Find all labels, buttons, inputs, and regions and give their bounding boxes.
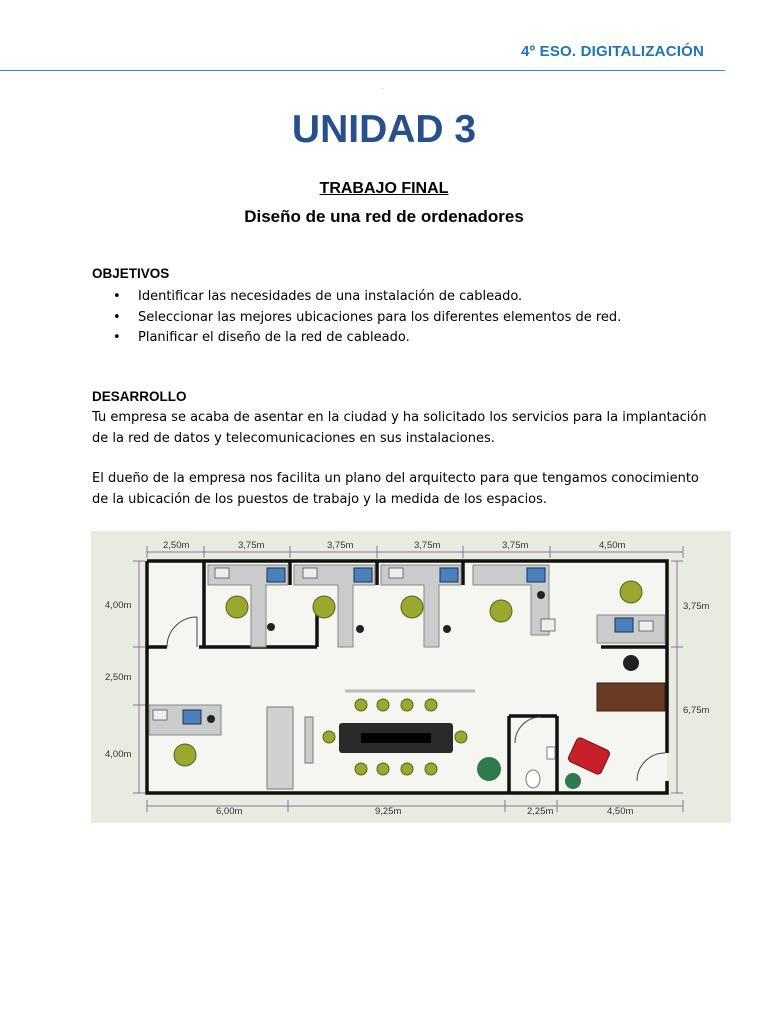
storage-cabinet — [267, 707, 293, 789]
objective-item — [92, 287, 621, 308]
development-heading: DESARROLLO — [92, 389, 187, 404]
dim-top-label: 3,75m — [414, 540, 441, 551]
header-course-label: 4º ESO. DIGITALIZACIÓN — [521, 43, 704, 60]
dim-top-label: 3,75m — [238, 540, 265, 551]
unit-title: UNIDAD 3 — [291, 108, 477, 151]
dim-left-label: 4,00m — [105, 749, 132, 760]
toilet-icon — [526, 770, 540, 788]
header-divider — [0, 70, 725, 71]
dim-right-label: 3,75m — [683, 601, 710, 612]
projector-screen — [305, 717, 313, 763]
development-paragraph-1: Tu empresa se acaba de asentar en la ciudad y ha solicitado los servicios para la implantación de la red de datos y telecomunicaciones en sus instalaciones. — [92, 410, 707, 446]
dim-bottom-label: 9,25m — [375, 806, 402, 817]
work-subtitle: Diseño de una red de ordenadores — [244, 207, 524, 226]
dim-bottom-label: 2,25m — [527, 806, 554, 817]
dim-right-label: 6,75m — [683, 705, 710, 716]
dim-bottom-label: 4,50m — [607, 806, 634, 817]
dim-left-label: 4,00m — [105, 600, 132, 611]
objective-text: Planificar el diseño de la red de cableado. — [138, 330, 410, 345]
objective-item — [92, 308, 621, 329]
bullet-icon: • — [113, 289, 121, 304]
decorative-dot: . — [382, 84, 384, 91]
development-paragraph-2: El dueño de la empresa nos facilita un plano del arquitecto para que tengamos conocimiento de la ubicación de los puestos de trabajo y la medida de los espacios. — [92, 471, 699, 507]
dim-top-label: 4,50m — [599, 540, 626, 551]
objectives-heading: OBJETIVOS — [92, 266, 170, 281]
dim-left-label: 2,50m — [105, 672, 132, 683]
dim-bottom-label: 6,00m — [216, 806, 243, 817]
objective-text: Identificar las necesidades de una instalación de cableado. — [138, 289, 523, 304]
bullet-icon: • — [113, 309, 121, 325]
dim-top-label: 3,75m — [502, 540, 529, 551]
floor-plan-drawing — [91, 531, 731, 823]
work-title: TRABAJO FINAL — [319, 180, 449, 197]
dim-top-label: 3,75m — [327, 540, 354, 551]
objective-item — [92, 328, 621, 349]
sink-icon — [547, 747, 555, 759]
reception-desk — [597, 683, 665, 711]
bullet-icon: • — [113, 330, 121, 345]
dim-top-label: 2,50m — [163, 540, 190, 551]
meeting-table-center — [361, 733, 431, 743]
objective-text: Seleccionar las mejores ubicaciones para los diferentes elementos de red. — [138, 309, 622, 325]
objectives-list — [92, 287, 621, 349]
floor-plan-image — [91, 531, 731, 823]
